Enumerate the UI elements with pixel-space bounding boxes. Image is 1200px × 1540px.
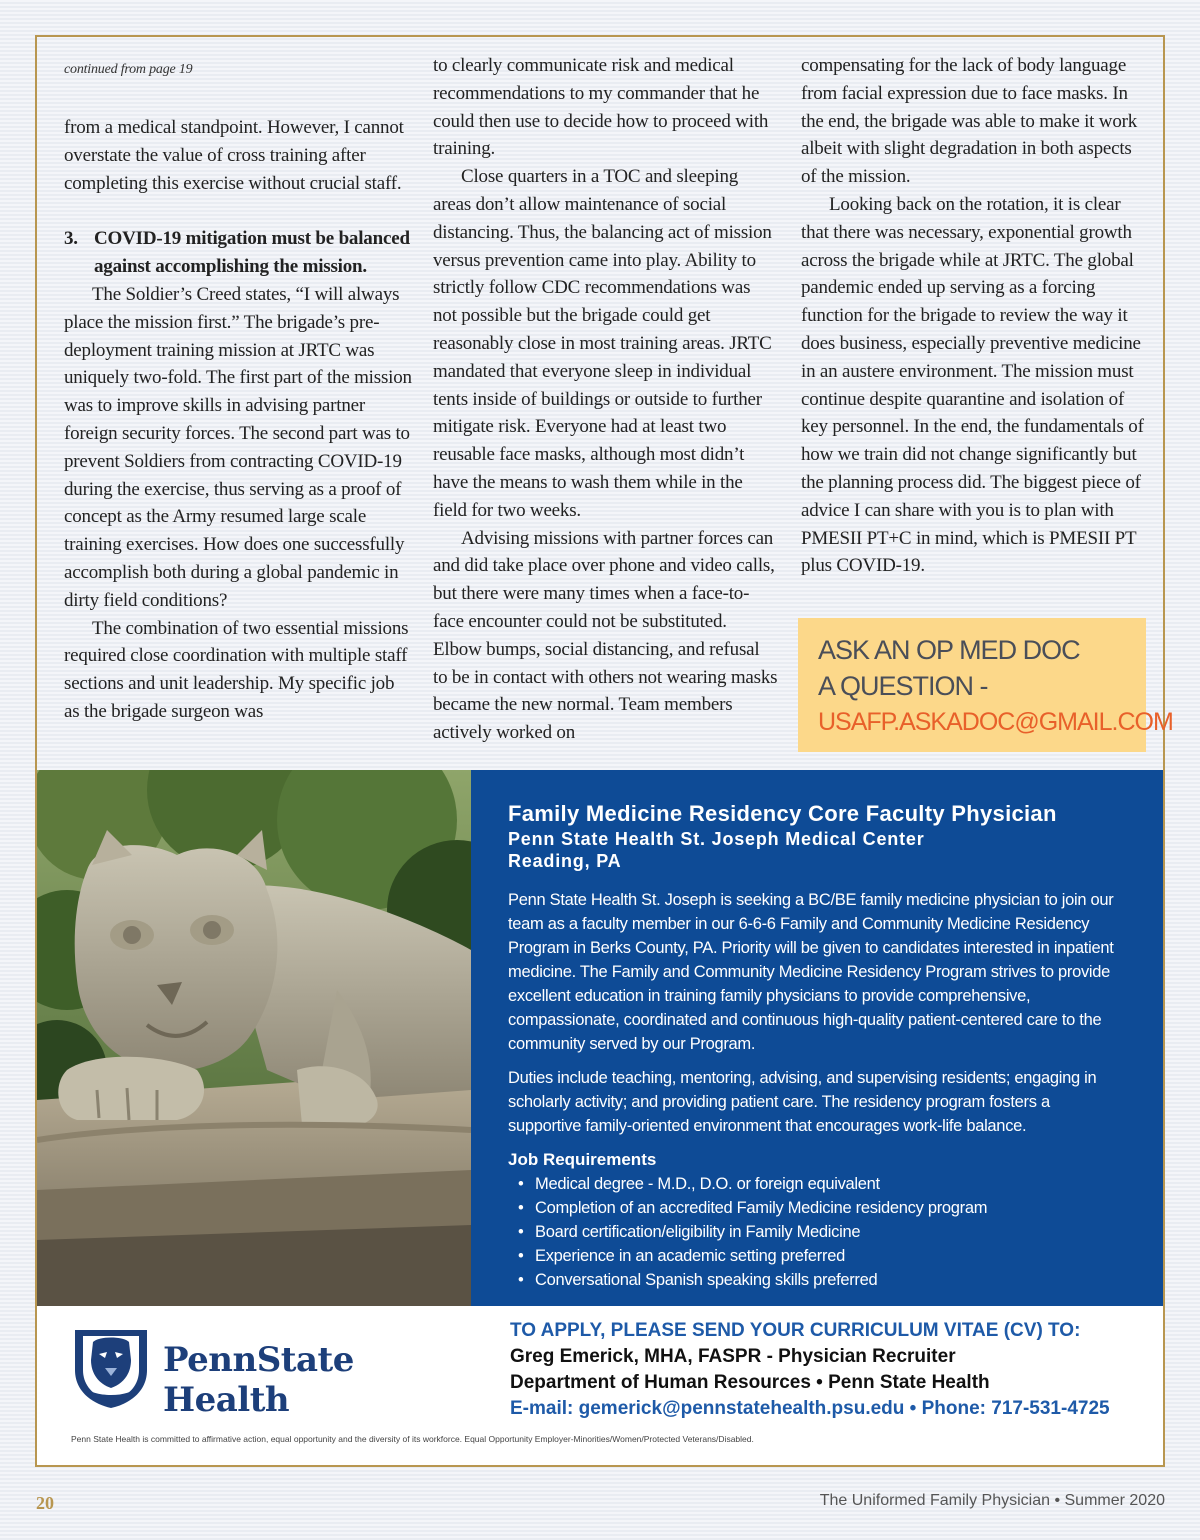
requirement-item: • Completion of an accredited Family Medicine residency program bbox=[535, 1196, 1125, 1220]
requirements-heading: Job Requirements bbox=[508, 1150, 657, 1169]
nittany-lion-photo bbox=[37, 770, 471, 1306]
article-column-2 bbox=[433, 52, 778, 747]
penn-state-health-logo bbox=[71, 1326, 491, 1420]
ask-email-link[interactable]: USAFP.ASKADOC@GMAIL.COM bbox=[818, 708, 1173, 736]
ad-location: Reading, PA bbox=[508, 851, 622, 871]
ask-line-2: A QUESTION - bbox=[818, 671, 988, 701]
paragraph: The Soldier’s Creed states, “I will always place the mission first.” The brigade’s pre-deployment training mission at JRTC was uniquely two-fold. The first part of the mission was to improve skills in advising partner foreign security forces. The second part was to prevent Soldiers from contracting COVID-19 during the exercise, thus serving as a proof of concept as the Army resumed large scale training exercises. How does one successfully accomplish both during a global pandemic in dirty field conditions? bbox=[64, 283, 412, 611]
logo-wordmark: PennState Health bbox=[163, 1340, 354, 1420]
ask-line-1: ASK AN OP MED DOC bbox=[818, 635, 1080, 665]
apply-info bbox=[510, 1318, 1150, 1422]
requirement-item: • Medical degree - M.D., D.O. or foreign equivalent bbox=[535, 1172, 1125, 1196]
ad-description: Penn State Health St. Joseph is seeking a BC/BE family medicine physician to join our team as a faculty member in our 6-6-6 Family and Community Medicine Residency Program in Berks County, PA. Priority will be given to candidates interested in inpatient medicine. The Family and Community Medicine Residency Program strives to provide excellent education in training family physicians to provide comprehensive, compassionate, coordinated and continuous high-quality patient-centered care to the community served by our Program. bbox=[508, 891, 1114, 1053]
apply-heading: TO APPLY, PLEASE SEND YOUR CURRICULUM VITAE (CV) TO: bbox=[510, 1320, 1081, 1341]
ad-title: Family Medicine Residency Core Faculty Physician bbox=[508, 801, 1057, 826]
ask-a-doc-box bbox=[798, 618, 1173, 752]
recruiter-name: Greg Emerick, MHA, FASPR - Physician Recruiter bbox=[510, 1346, 956, 1367]
eoe-statement: Penn State Health is committed to affirmative action, equal opportunity and the diversity of its workforce. Equal Opportunity Employer-Minorities/Women/Protected Veterans/Disabled. bbox=[71, 1434, 754, 1444]
department: Department of Human Resources • Penn State Health bbox=[510, 1372, 990, 1393]
paragraph: compensating for the lack of body language from facial expression due to face masks. In the end, the brigade was able to make it work albeit with slight degradation in both aspects of the mission. bbox=[801, 55, 1138, 188]
article-column-3 bbox=[801, 52, 1149, 580]
numbered-heading bbox=[64, 225, 414, 281]
paragraph: to clearly communicate risk and medical recommendations to my commander that he could then use to decide how to proceed with training. bbox=[433, 55, 769, 160]
shield-lion-icon bbox=[71, 1326, 151, 1410]
heading-text: COVID-19 mitigation must be balanced against accomplishing the mission. bbox=[94, 228, 410, 278]
journal-footer: The Uniformed Family Physician • Summer 2020 bbox=[819, 1492, 1165, 1509]
ad-contact-bar bbox=[37, 1306, 1163, 1465]
requirement-item: • Experience in an academic setting preferred bbox=[535, 1244, 1125, 1268]
article-column-1 bbox=[64, 52, 414, 726]
paragraph: The combination of two essential missions required close coordination with multiple staff sections and unit leadership. My specific job as the brigade surgeon was bbox=[64, 617, 409, 722]
paragraph: from a medical standpoint. However, I cannot overstate the value of cross training after completing this exercise without crucial staff. bbox=[64, 117, 404, 194]
job-ad-panel bbox=[471, 770, 1163, 1306]
paragraph: Looking back on the rotation, it is clear that there was necessary, exponential growth across the brigade while at JRTC. The global pandemic ended up serving as a forcing function for the brigade to review the way it does business, especially preventive medicine in an austere environment. The mission must continue despite quarantine and isolation of key personnel. In the end, the fundamentals of how we train did not change significantly but the planning process did. The biggest piece of advice I can share with you is to plan with PMESII PT+C in mind, which is PMESII PT plus COVID-19. bbox=[801, 193, 1144, 577]
paragraph: Close quarters in a TOC and sleeping areas don’t allow maintenance of social distancing. Thus, the balancing act of mission versus prevention came into play. Ability to strictly follow CDC recommendations was not possible but the brigade could get reasonably close in most training areas. JRTC mandated that everyone sleep in individual tents inside of buildings or outside to further mitigate risk. Everyone had at least two reusable face masks, although most didn’t have the means to wash them while in the field for two weeks. bbox=[433, 166, 772, 521]
requirement-item: • Board certification/eligibility in Family Medicine bbox=[535, 1220, 1125, 1244]
continued-note: continued from page 19 bbox=[64, 62, 193, 77]
ad-organization: Penn State Health St. Joseph Medical Center bbox=[508, 829, 925, 849]
ad-duties: Duties include teaching, mentoring, advising, and supervising residents; engaging in scholarly activity; and providing patient care. The residency program fosters a supportive family-oriented environment that encourages work-life balance. bbox=[508, 1069, 1097, 1135]
contact-email-phone[interactable]: E-mail: gemerick@pennstatehealth.psu.edu • Phone: 717-531-4725 bbox=[510, 1398, 1110, 1419]
requirement-item: • Conversational Spanish speaking skills preferred bbox=[535, 1268, 1125, 1292]
requirements-list bbox=[508, 1172, 1125, 1292]
heading-number: 3. bbox=[64, 228, 78, 250]
page-number: 20 bbox=[36, 1493, 54, 1513]
paragraph: Advising missions with partner forces can and did take place over phone and video calls, but there were many times when a face-to-face encounter could not be substituted. Elbow bumps, social distancing, and refusal to be in contact with others not wearing masks became the new normal. Team members actively worked on bbox=[433, 527, 778, 744]
